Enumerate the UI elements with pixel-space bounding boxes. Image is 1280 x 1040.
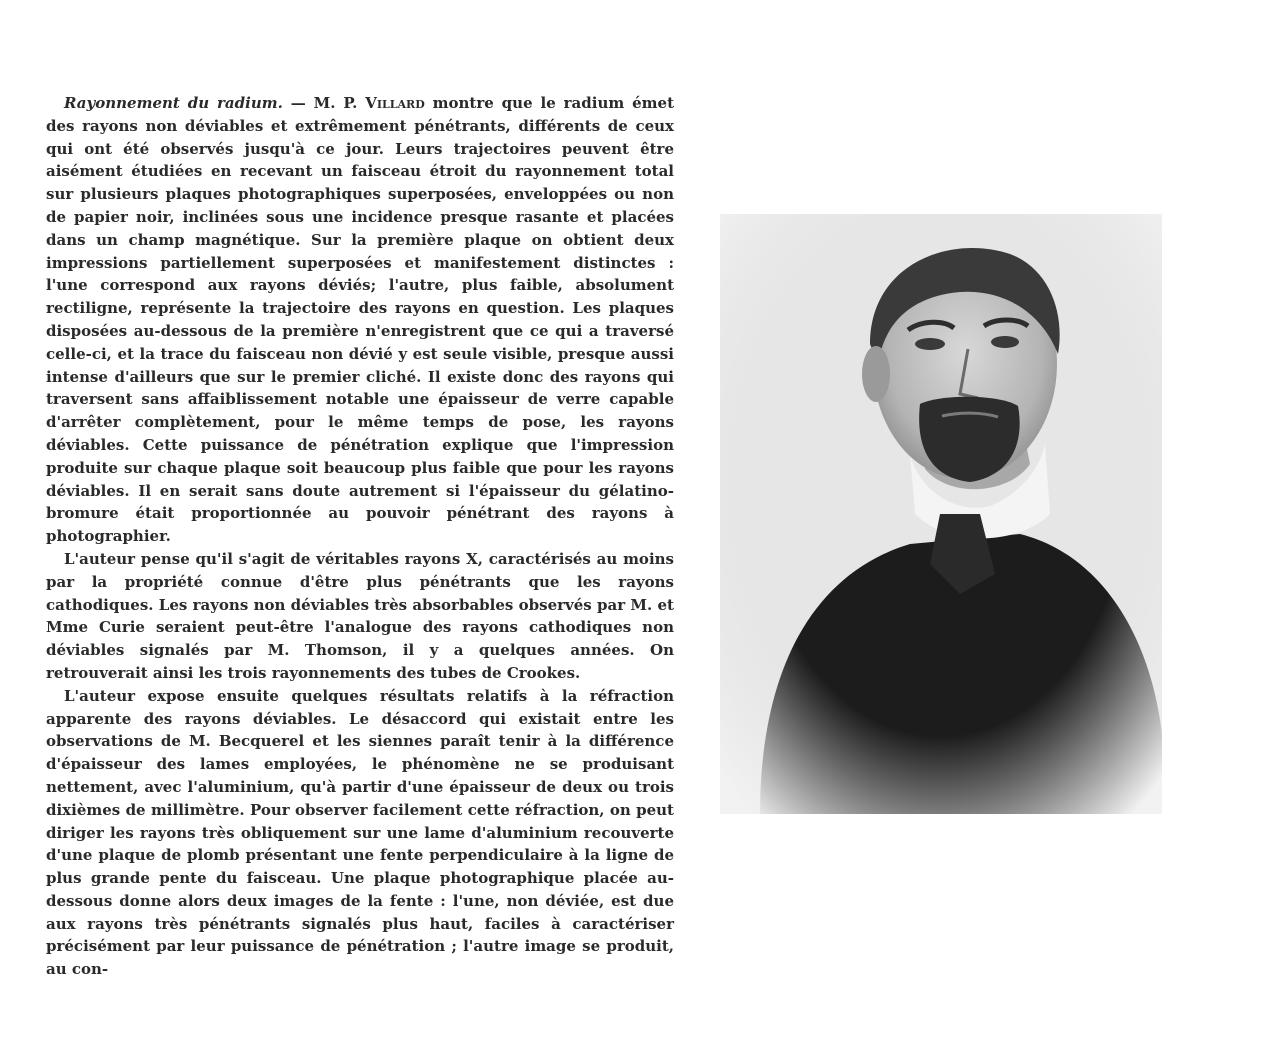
paragraph-1 <box>46 92 674 548</box>
portrait-drawing <box>720 214 1162 814</box>
paragraph-3: L'auteur expose ensuite quelques résultats relatifs à la réfraction apparente des rayons déviables. Le désaccord qui existait entre les observations de M. Becquerel et les siennes paraît tenir à la différence d'épaisseur des lames employées, le phénomène ne se produisant nettement, avec l'aluminium, qu'à partir d'une épaisseur de deux ou trois dixièmes de millimètre. Pour observer facilement cette réfraction, on peut diriger les rayons très obliquement sur une lame d'aluminium recouverte d'une plaque de plomb présentant une fente perpendiculaire à la ligne de plus grande pente du faisceau. Une plaque photographique placée au-dessous donne alors deux images de la fente : l'une, non déviée, est due aux rayons très pénétrants signalés plus haut, faciles à caractériser précisément par leur puissance de pénétration ; l'autre image se produit, au con- <box>46 686 674 979</box>
author-name: Villard <box>365 94 425 112</box>
title-dash: — M. P. <box>282 94 366 112</box>
article-text <box>46 92 675 979</box>
paragraph-1-body: montre que le radium émet des rayons non déviables et extrêmement pénétrants, différents de ceux qui ont été observés jusqu'à ce jour. Leurs trajectoires peuvent être aisément étudiées en recevant un faisceau étroit du rayonnement total sur plusieurs plaques photographiques superposées, enveloppées ou non de papier noir, inclinées sous une incidence presque rasante et placées dans un champ magnétique. Sur la première plaque on obtient deux impressions partiellement superposées et manifestement distinctes : l'une correspond aux rayons déviés; l'autre, plus faible, absolument rectiligne, représente la trajectoire des rayons en question. Les plaques disposées au-dessous de la première n'enregistrent que ce qui a traversé celle-ci, et la trace du faisceau non dévié y est seule visible, presque aussi intense d'ailleurs que sur le premier cliché. Il existe donc des rayons qui traversent sans affaiblissement notable une épaisseur de verre capable d'arrêter complètement, pour le même temps de pose, les rayons déviables. Cette puissance de pénétration explique que l'impression produite sur chaque plaque soit beaucoup plus faible que pour les rayons déviables. Il en serait sans doute autrement si l'épaisseur du gélatino-bromure était proportionnée au pouvoir pénétrant des rayons à photographier. <box>46 94 675 546</box>
article-title: Rayonnement du radium. <box>64 94 283 112</box>
paragraph-2: L'auteur pense qu'il s'agit de véritables rayons X, caractérisés au moins par la propriété connue d'être plus pénétrants que les rayons cathodiques. Les rayons non déviables très absorbables observés par M. et Mme Curie seraient peut-être l'analogue des rayons cathodiques non déviables signalés par M. Thomson, il y a quelques années. On retrouverait ainsi les trois rayonnements des tubes de Crookes. <box>46 549 674 682</box>
portrait-photo <box>720 214 1162 814</box>
